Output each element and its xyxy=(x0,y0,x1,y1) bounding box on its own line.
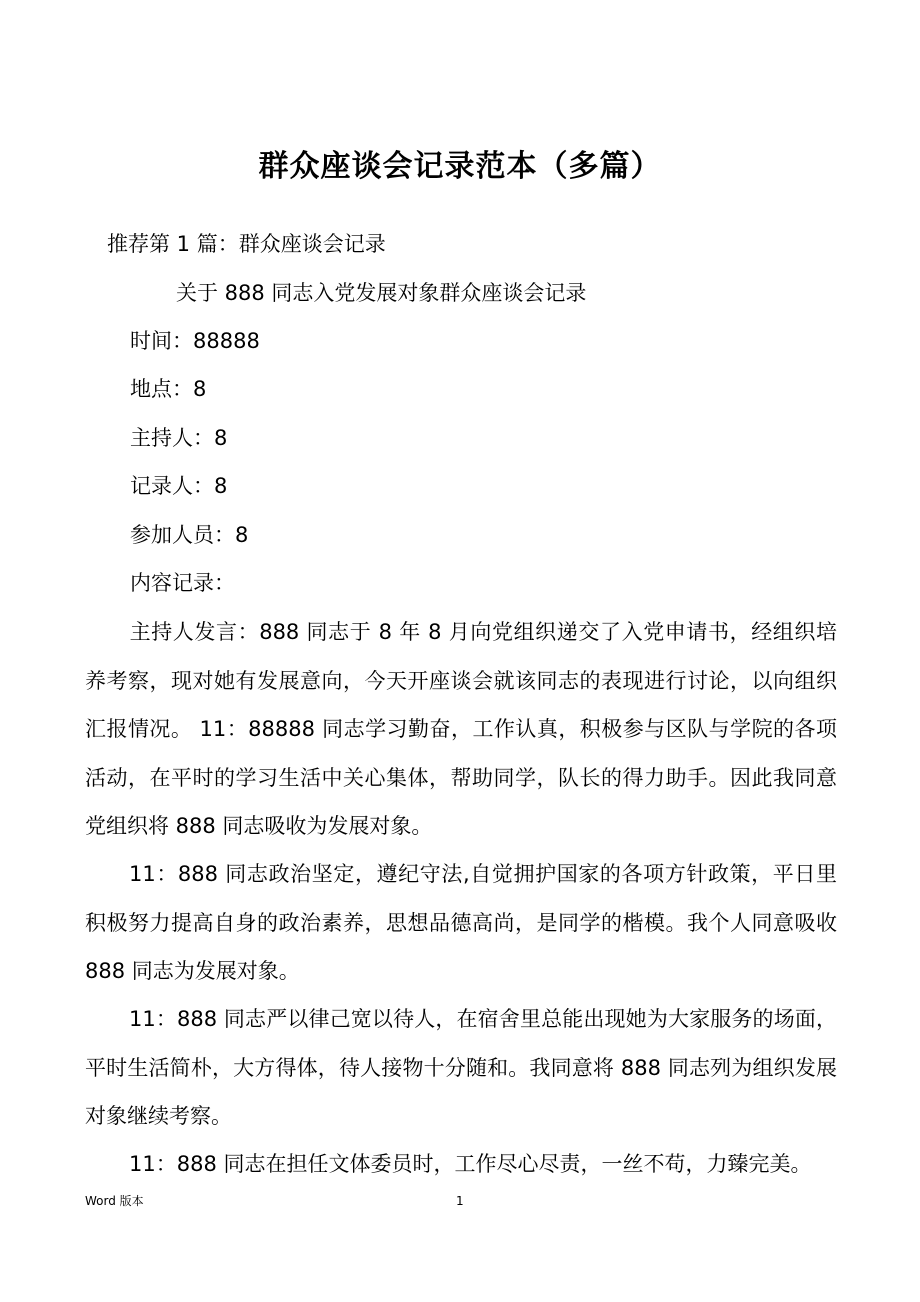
field-value: 8 xyxy=(214,474,228,498)
field-label: 时间： xyxy=(130,329,193,353)
section-heading: 推荐第 1 篇：群众座谈会记录 xyxy=(107,232,386,256)
field-value: 8 xyxy=(193,377,207,401)
paragraph-host-speech xyxy=(85,608,837,851)
field-host xyxy=(130,423,227,453)
field-location xyxy=(130,374,206,404)
document-title: 群众座谈会记录范本（多篇） xyxy=(258,149,662,184)
paragraph-opinion-2 xyxy=(85,850,837,996)
paragraph-text: 11：888 同志在担任文体委员时，工作尽心尽责，一丝不苟，力臻完美。 xyxy=(129,1152,812,1176)
paragraph-text: 11：888 同志政治坚定，遵纪守法,自觉拥护国家的各项方针政策，平日里积极努力提高自身的政治素养，思想品德高尚，是同学的楷模。我个人同意吸收 888 同志为发展对象。 xyxy=(85,862,837,983)
page-number: 1 xyxy=(456,1194,464,1208)
field-label: 主持人： xyxy=(130,426,214,450)
field-time xyxy=(130,326,260,356)
field-recorder xyxy=(130,471,227,501)
paragraph-opinion-4 xyxy=(85,1140,837,1189)
paragraph-opinion-3 xyxy=(85,995,837,1141)
paragraph-text: 主持人发言：888 同志于 8 年 8 月向党组织递交了入党申请书，经组织培养考察，现对她有发展意向，今天开座谈会就该同志的表现进行讨论，以向组织汇报情况。 11：88888 同志学习勤奋，工作认真，积极参与区队与学院的各项活动，在平时的学习生活中关心集体，帮助同学，队长的得力助手。因此我同意党组织将 888 同志吸收为发展对象。 xyxy=(85,620,837,838)
field-label: 参加人员： xyxy=(130,523,235,547)
content-label: 内容记录： xyxy=(130,571,235,595)
paragraph-text: 11：888 同志严以律己宽以待人，在宿舍里总能出现她为大家服务的场面，平时生活简朴，大方得体，待人接物十分随和。我同意将 888 同志列为组织发展对象继续考察。 xyxy=(85,1007,837,1128)
field-participants xyxy=(130,520,248,550)
footer-label: Word 版本 xyxy=(85,1194,144,1208)
field-label: 地点： xyxy=(130,377,193,401)
field-label: 记录人： xyxy=(130,474,214,498)
field-value: 88888 xyxy=(193,329,260,353)
document-subtitle: 关于 888 同志入党发展对象群众座谈会记录 xyxy=(176,281,587,305)
field-value: 8 xyxy=(235,523,249,547)
field-value: 8 xyxy=(214,426,228,450)
